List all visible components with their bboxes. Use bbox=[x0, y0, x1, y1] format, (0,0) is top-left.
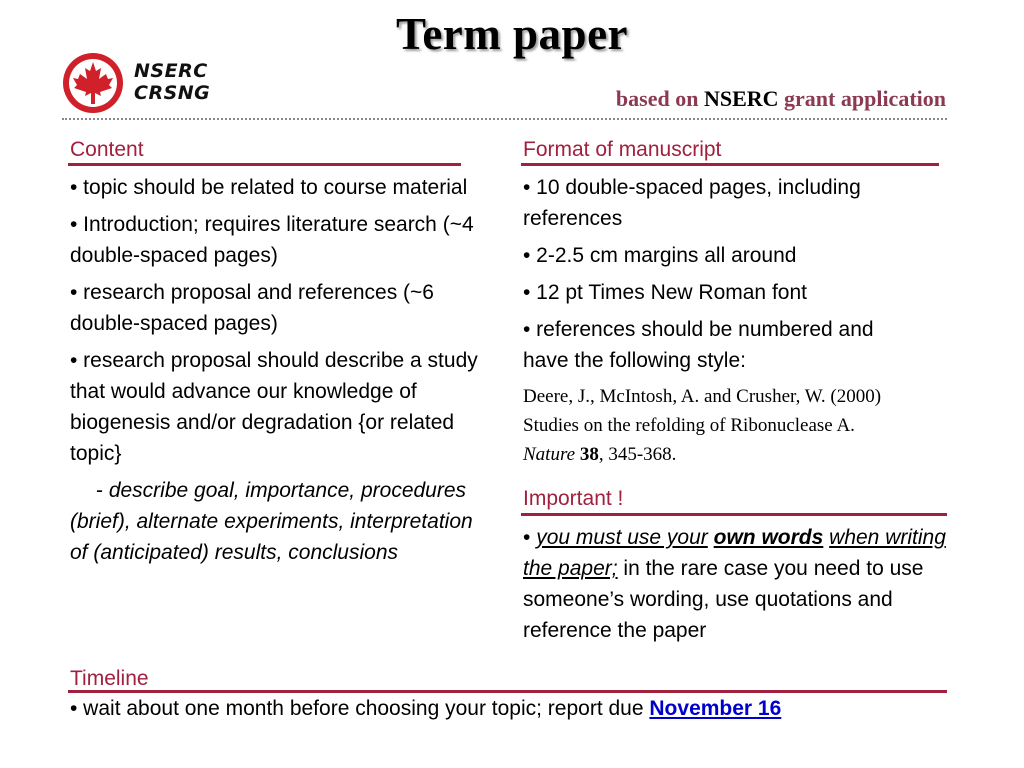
reference-example bbox=[523, 382, 893, 469]
subtitle bbox=[616, 86, 946, 112]
logo-line-nserc: NSERC bbox=[134, 60, 208, 82]
page-title: Term paper bbox=[395, 9, 629, 59]
timeline-heading: Timeline bbox=[70, 667, 149, 690]
content-bullet-3: • research proposal and references (~6 double-spaced pages) bbox=[70, 281, 434, 335]
content-sub-item bbox=[70, 475, 485, 568]
subtitle-prefix: based on bbox=[615, 86, 699, 111]
content-bullet-2: • Introduction; requires literature search (~4 double-spaced pages) bbox=[70, 213, 474, 267]
timeline-text: • wait about one month before choosing your topic; report due bbox=[70, 697, 644, 720]
format-heading-rule bbox=[521, 163, 939, 166]
citation-pages: , 345-368. bbox=[598, 444, 677, 465]
content-bullet-4: • research proposal should describe a study that would advance our knowledge of biogenesis and/or degradation {or related topic} bbox=[70, 349, 478, 465]
citation-volume: 38 bbox=[579, 444, 599, 465]
logo-text bbox=[134, 60, 210, 104]
content-sub-dash: - bbox=[96, 479, 109, 502]
content-heading: Content bbox=[70, 138, 144, 161]
content-heading-rule bbox=[68, 163, 461, 166]
format-bullet-1: • 10 double-spaced pages, including references bbox=[523, 176, 861, 230]
dotted-divider bbox=[62, 118, 947, 120]
maple-leaf-logo-icon bbox=[62, 52, 124, 114]
citation-journal: Nature bbox=[523, 444, 576, 465]
format-bullet-3: • 12 pt Times New Roman font bbox=[523, 281, 807, 304]
important-rest: in the rare case you need to use someone’s wording, use quotations and reference the paper bbox=[523, 557, 924, 642]
format-body bbox=[523, 172, 908, 475]
important-italic-a: you must use your bbox=[536, 526, 708, 549]
important-body bbox=[523, 522, 963, 652]
important-bullet bbox=[523, 522, 963, 646]
subtitle-nserc: NSERC bbox=[703, 86, 779, 111]
important-heading: Important ! bbox=[523, 487, 624, 510]
important-italic-b: when writing the paper; bbox=[523, 526, 946, 580]
content-sub-text: describe goal, importance, procedures (brief), alternate experiments, interpretation of (anticipated) results, conclusions bbox=[70, 479, 473, 564]
content-body bbox=[70, 172, 485, 574]
nserc-logo bbox=[62, 52, 232, 116]
due-date-link[interactable]: November 16 bbox=[649, 697, 782, 720]
subtitle-suffix: grant application bbox=[784, 86, 946, 111]
content-bullet-1: • topic should be related to course material bbox=[70, 176, 468, 199]
logo-line-crsng: CRSNG bbox=[134, 82, 211, 104]
important-heading-rule bbox=[521, 513, 947, 516]
important-own-words: own words bbox=[713, 526, 824, 549]
timeline-body bbox=[70, 693, 781, 724]
format-heading: Format of manuscript bbox=[523, 138, 722, 161]
format-bullet-4: • references should be numbered and have the following style: bbox=[523, 318, 874, 372]
citation-text: Deere, J., McIntosh, A. and Crusher, W. (2000) Studies on the refolding of Ribonuclease A. bbox=[523, 386, 882, 436]
important-bullet-mark: • bbox=[523, 526, 531, 549]
format-bullet-2: • 2-2.5 cm margins all around bbox=[523, 244, 797, 267]
